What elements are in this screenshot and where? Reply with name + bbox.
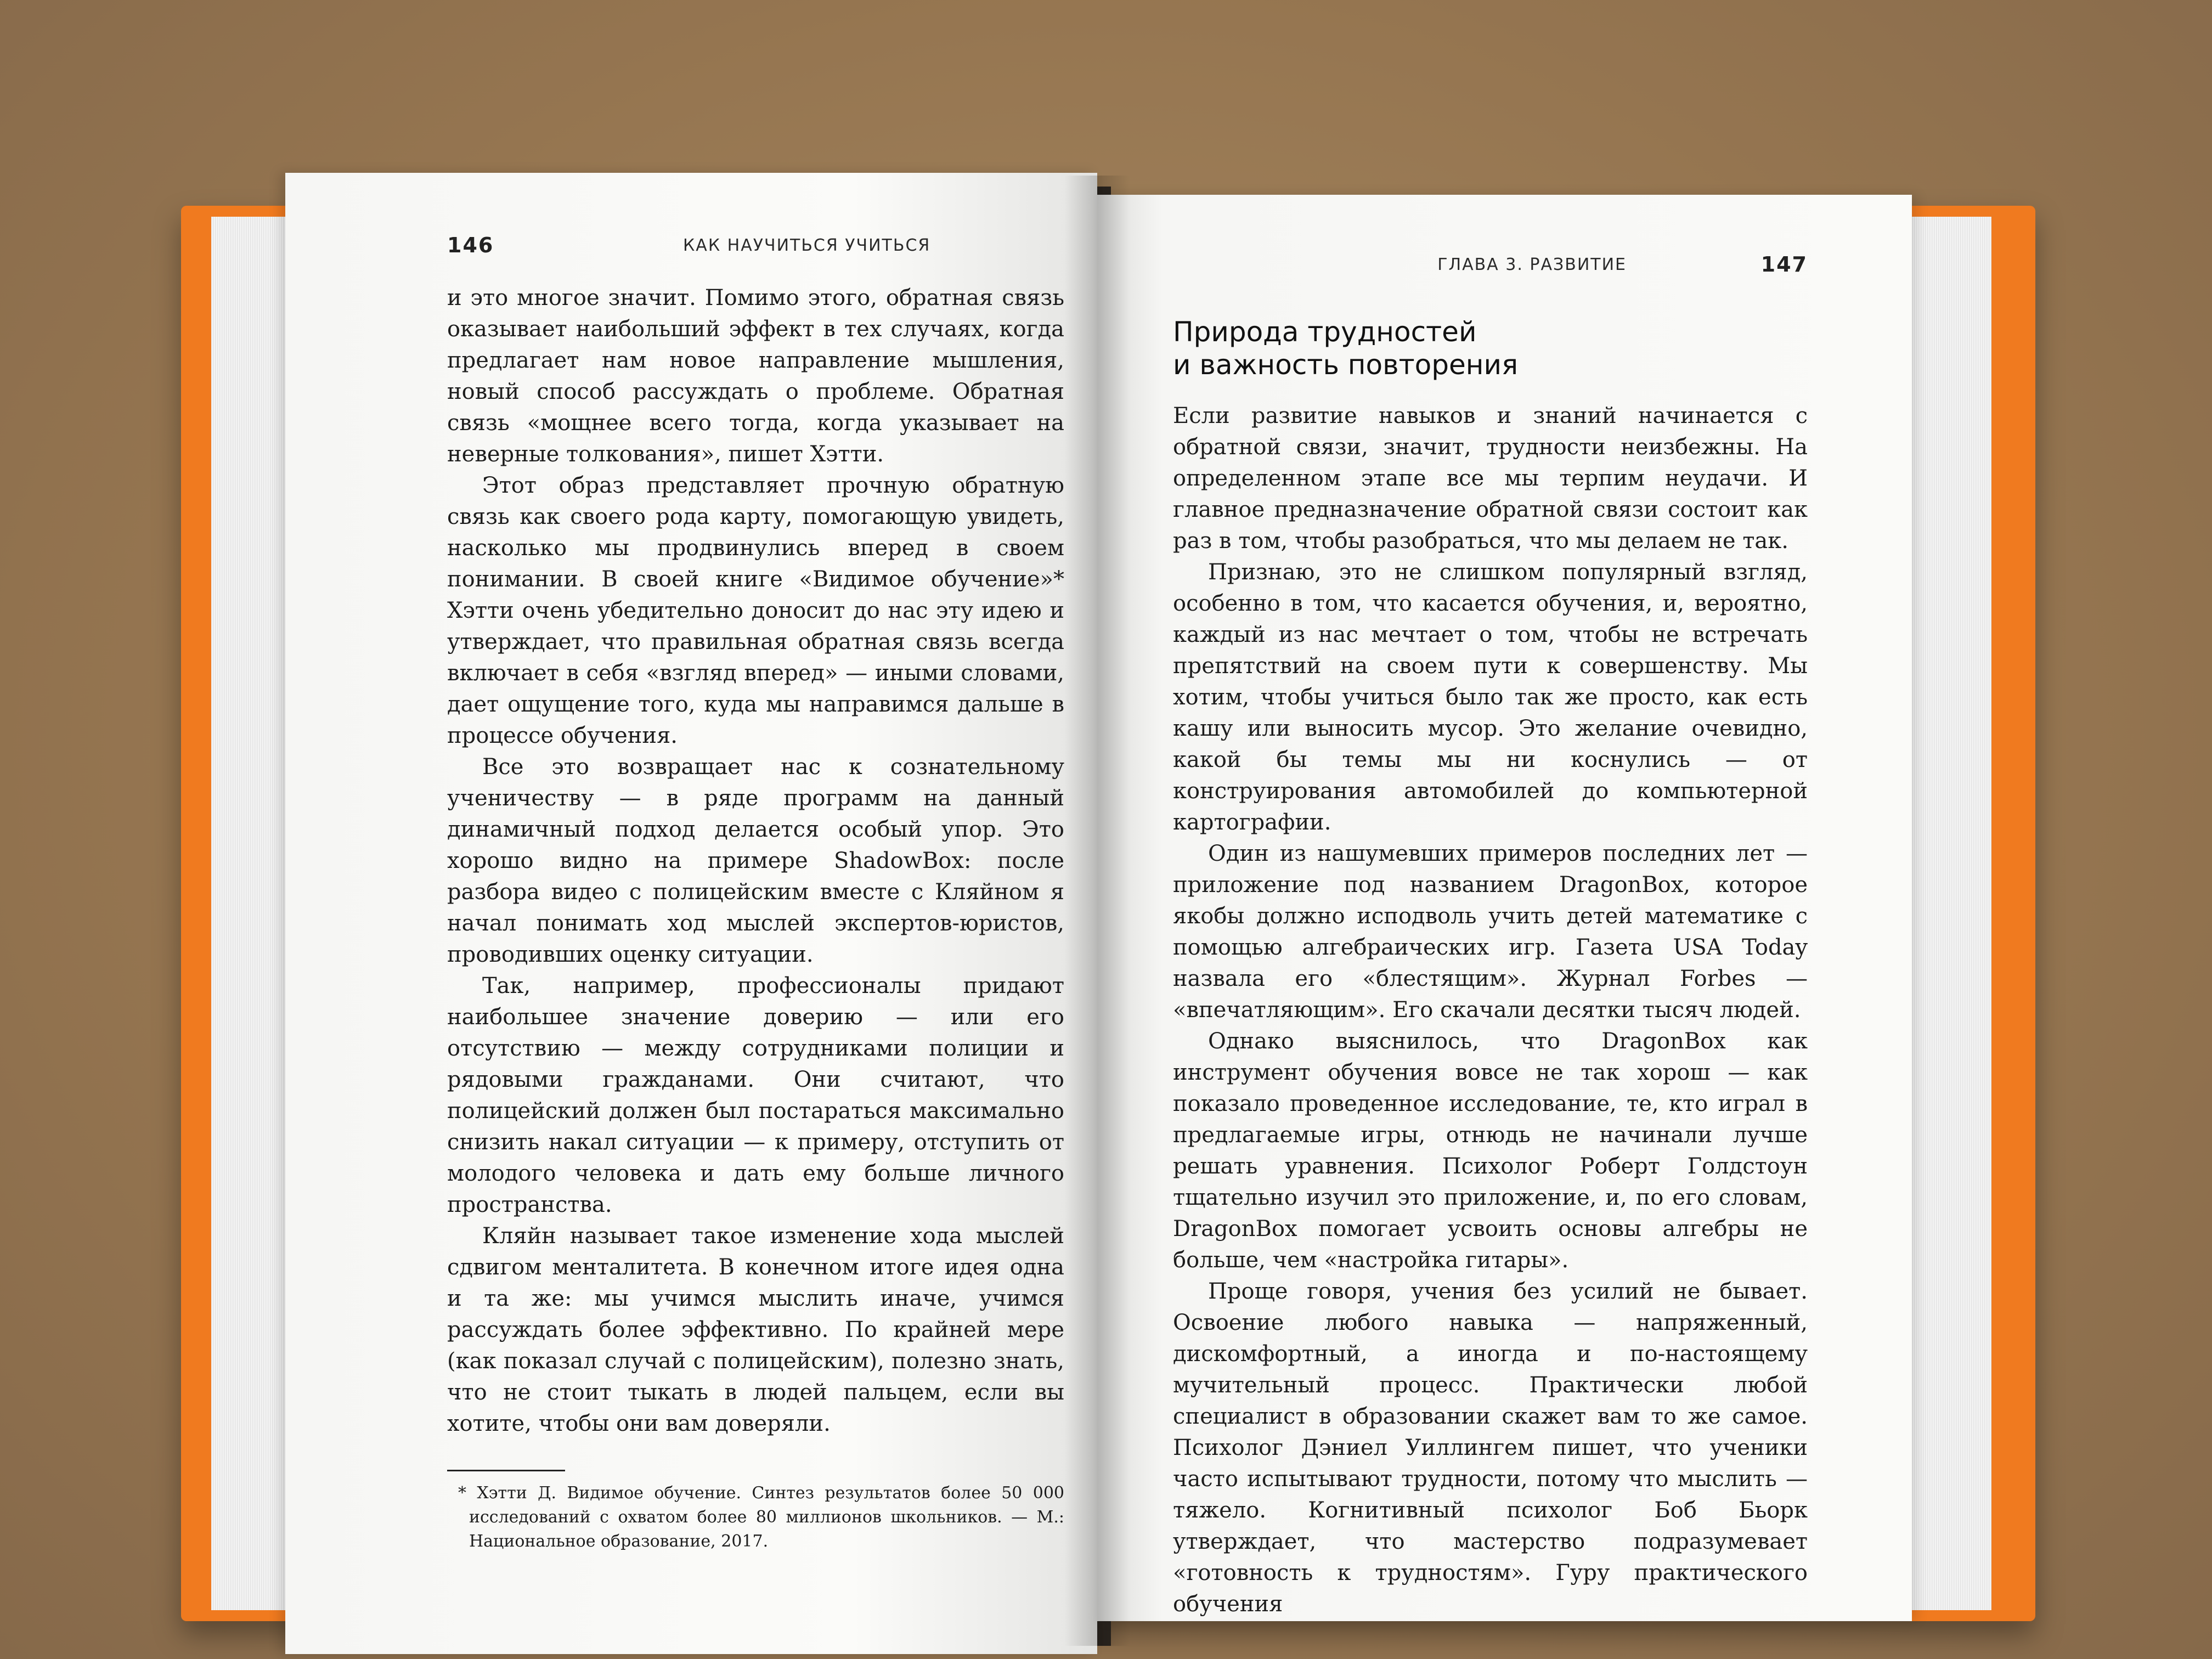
footnote-divider [447, 1470, 565, 1471]
right-body-text [1173, 400, 1808, 1620]
left-running-title: КАК НАУЧИТЬСЯ УЧИТЬСЯ [683, 236, 931, 255]
footnote: * Хэтти Д. Видимое обучение. Синтез результатов более 50 000 исследований с охватом более 80 миллионов школьников. — М.: Национальное образование, 2017. [458, 1483, 1064, 1551]
left-page [285, 173, 1097, 1654]
section-title [1173, 315, 1808, 381]
right-running-head [1173, 252, 1808, 302]
right-running-title: ГЛАВА 3. РАЗВИТИЕ [1437, 255, 1627, 274]
left-paragraph: и это многое значит. Помимо этого, обратная связь оказывает наибольший эффект в тех случаях, когда предлагает нам новое направление мышления, новый способ рассуждать о проблеме. Обратная связь «мощнее всего тогда, когда указывает на неверные толкования», пишет Хэтти. [447, 285, 1064, 467]
left-page-number: 146 [447, 233, 494, 257]
left-paragraph: Так, например, профессионалы придают наибольшее значение доверию — или его отсутствию — между сотрудниками полиции и рядовыми гражданами. Они считают, что полицейский должен был постараться максимально снизить накал ситуации — к примеру, отступить от молодого человека и дать ему больше личного пространства. [447, 973, 1064, 1217]
right-paragraph: Один из нашумевших примеров последних лет — приложение под названием DragonBox, которое якобы должно исподволь учить детей математике с помощью алгебраических игр. Газета USA Today назвала его «блестящим». Журнал Forbes — «впечатляющим». Его скачали десятки тысяч людей. [1173, 841, 1808, 1023]
right-paragraph: Если развитие навыков и знаний начинается с обратной связи, значит, трудности неизбежны. На определенном этапе все мы терпим неудачи. И главное предназначение обратной связи состоит как раз в том, чтобы разобраться, что мы делаем не так. [1173, 403, 1808, 554]
section-title-line1: Природа трудностей [1173, 316, 1477, 348]
right-paragraph: Проще говоря, учения без усилий не бывает. Освоение любого навыка — напряженный, дискомфортный, а иногда и по-настоящему мучительный процесс. Практически любой специалист в образовании скажет вам то же самое. Психолог Дэниел Уиллингем пишет, что ученики часто испытывают трудности, потому что мыслить — тяжело. Когнитивный психолог Боб Бьорк утверждает, что мастерство подразумевает «готовность к трудностям». Гуру практического обучения [1173, 1279, 1808, 1617]
section-title-line2: и важность повторения [1173, 349, 1519, 381]
right-paragraph: Признаю, это не слишком популярный взгляд, особенно в том, что касается обучения, и, вероятно, каждый из нас мечтает о том, чтобы не встречать препятствий на своем пути к совершенству. Мы хотим, чтобы учиться было так же просто, как есть кашу или выносить мусор. Это желание очевидно, какой бы темы мы ни коснулись — от конструирования автомобилей до компьютерной картографии. [1173, 560, 1808, 835]
left-running-head [447, 233, 1064, 283]
right-page [1097, 195, 1912, 1621]
right-paragraph: Однако выяснилось, что DragonBox как инструмент обучения вовсе не так хорош — как показало проведенное исследование, те, кто играл в предлагаемые игры, отнюдь не начинали лучше решать уравнения. Психолог Роберт Голдстоун тщательно изучил это приложение, и, по его словам, DragonBox помогает усвоить основы алгебры не больше, чем «настройка гитары». [1173, 1029, 1808, 1273]
right-page-number: 147 [1760, 252, 1808, 276]
left-paragraph: Кляйн называет такое изменение хода мыслей сдвигом менталитета. В конечном итоге идея одна и та же: мы учимся мыслить иначе, учимся рассуждать более эффективно. По крайней мере (как показал случай с полицейским), полезно знать, что не стоит тыкать в людей пальцем, если вы хотите, чтобы они вам доверяли. [447, 1223, 1064, 1436]
left-paragraph: Этот образ представляет прочную обратную связь как своего рода карту, помогающую увидеть, насколько мы продвинулись вперед в своем понимании. В своей книге «Видимое обучение»* Хэтти очень убедительно доносит до нас эту идею и утверждает, что правильная обратная связь всегда включает в себя «взгляд вперед» — иными словами, дает ощущение того, куда мы направимся дальше в процессе обучения. [447, 473, 1064, 748]
left-body-text [447, 283, 1064, 1440]
left-paragraph: Все это возвращает нас к сознательному ученичеству — в ряде программ на данный динамичный подход делается особый упор. Это хорошо видно на примере ShadowBox: после разбора видео с полицейским вместе с Кляйном я начал понимать ход мыслей экспертов-юристов, проводивших оценку ситуации. [447, 754, 1064, 967]
